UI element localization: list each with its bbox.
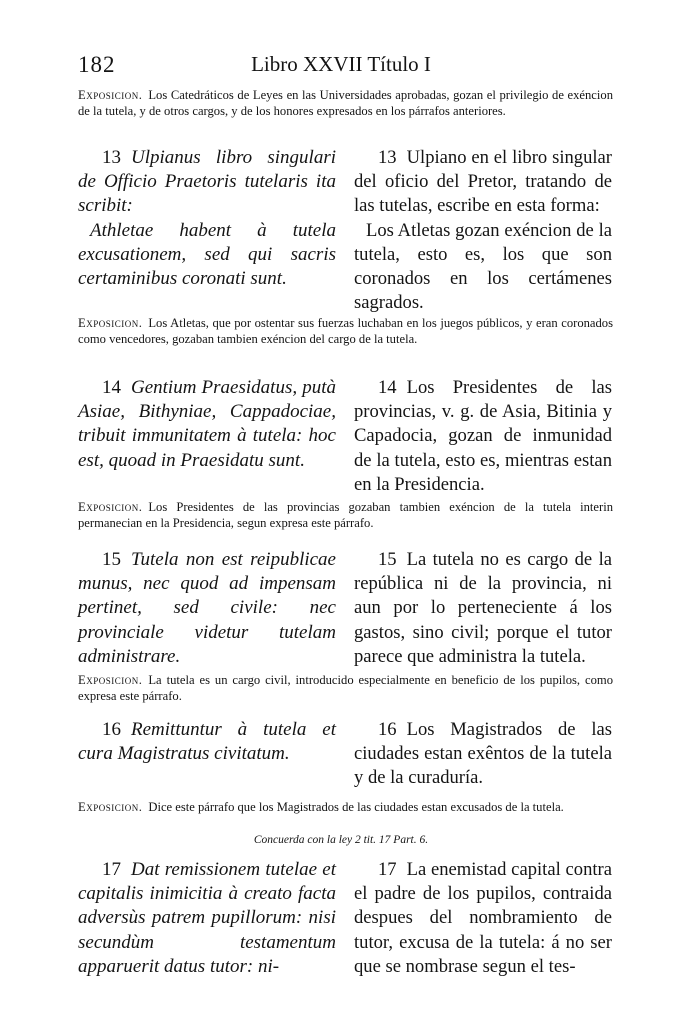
exposition-text: Los Catedráticos de Leyes en las Universidades aprobadas, gozan el privilegio de exéncion de la tutela, y de otros cargos, y de los honores expresados en los párrafos anteriores. [78, 88, 613, 118]
exposition-text: Los Presidentes de las provincias gozaban tambien exéncion de la tutela interin permanecian en la Presidencia, segun expresa este párrafo. [78, 500, 613, 530]
paragraph-number: 14 [102, 377, 121, 398]
exposition-note [78, 316, 613, 347]
exposition-text: Los Atletas, que por ostentar sus fuerzas luchaban en los juegos públicos, y eran coronados como vencedores, gozaban tambien exéncion del cargo de la tutela. [78, 316, 613, 346]
paragraph-number: 13 [102, 147, 121, 168]
latin-column [78, 548, 336, 669]
spanish-text: Los Presidentes de las provincias, v. g. de Asia, Bitinia y Capadocia, gozan de inmunidad de la tutela, esto es, mientras estan en la Presidencia. [354, 377, 612, 495]
paragraph-number: 16 [102, 719, 121, 740]
paragraph-number: 16 [378, 719, 397, 740]
paragraph-number: 14 [378, 377, 397, 398]
paragraph-number: 17 [102, 859, 121, 880]
latin-text: Tutela non est reipublicae munus, nec quod ad impensam pertinet, sed civile: nec provinciale videtur tutelam administrare. [78, 549, 336, 667]
spanish-column [354, 548, 612, 669]
spanish-text: Ulpiano en el libro singular del oficio del Pretor, tratando de las tutelas, escribe en esta forma: [354, 147, 612, 217]
running-title: Libro XXVII Título I [251, 52, 431, 76]
page-header [0, 52, 682, 78]
latin-text: Gentium Praesidatus, putà Asiae, Bithyniae, Cappadociae, tribuit immunitatem à tutela: hoc est, quoad in Praesidatu sunt. [78, 377, 336, 471]
exposition-label: Exposicion. [78, 316, 143, 330]
latin-text: Athletae habent à tutela excusationem, sed qui sacris certaminibus coronati sunt. [78, 219, 336, 290]
exposition-note [78, 800, 613, 816]
spanish-column [354, 146, 612, 315]
paragraph-number: 15 [102, 549, 121, 570]
spanish-text: Los Atletas gozan exéncion de la tutela, esto es, los que son coronados en los certámenes sagrados. [354, 219, 612, 314]
latin-text: Dat remissionem tutelae et capitalis inimicitia à creato facta adversùs patrem pupillorum: nisi secundùm testamentum apparuerit datus tutor: ni- [78, 859, 336, 977]
page-number: 182 [78, 52, 116, 77]
exposition-label: Exposicion. [78, 88, 143, 102]
exposition-note [78, 500, 613, 531]
latin-column [78, 858, 336, 979]
exposition-label: Exposicion. [78, 673, 143, 687]
latin-text: Remittuntur à tutela et cura Magistratus civitatum. [78, 719, 336, 765]
exposition-note [78, 88, 613, 119]
latin-column [78, 146, 336, 291]
paragraph-number: 17 [378, 859, 397, 880]
spanish-text: La tutela no es cargo de la república ni de la provincia, ni aun por lo perteneciente á los gastos, sino civil; porque el tutor parece que administra la tutela. [354, 549, 612, 667]
paragraph-number: 15 [378, 549, 397, 570]
exposition-label: Exposicion. [78, 800, 143, 814]
concordance-note: Concuerda con la ley 2 tit. 17 Part. 6. [253, 834, 429, 846]
latin-text: Ulpianus libro singulari de Officio Praetoris tutelaris ita scribit: [78, 147, 336, 217]
exposition-label: Exposicion. [78, 500, 143, 514]
spanish-text: La enemistad capital contra el padre de los pupilos, contraida despues del nombramiento de tutor, excusa de la tutela: á no ser que se nombrase segun el tes- [354, 859, 612, 977]
spanish-text: Los Magistrados de las ciudades estan exêntos de la tutela y de la curaduría. [354, 719, 612, 789]
spanish-column [354, 376, 612, 497]
exposition-text: La tutela es un cargo civil, introducido especialmente en beneficio de los pupilos, como expresa este párrafo. [78, 673, 613, 703]
latin-column [78, 376, 336, 473]
spanish-column [354, 858, 612, 979]
spanish-column [354, 718, 612, 791]
exposition-note [78, 673, 613, 704]
latin-column [78, 718, 336, 766]
exposition-text: Dice este párrafo que los Magistrados de las ciudades estan excusados de la tutela. [148, 800, 564, 814]
paragraph-number: 13 [378, 147, 397, 168]
